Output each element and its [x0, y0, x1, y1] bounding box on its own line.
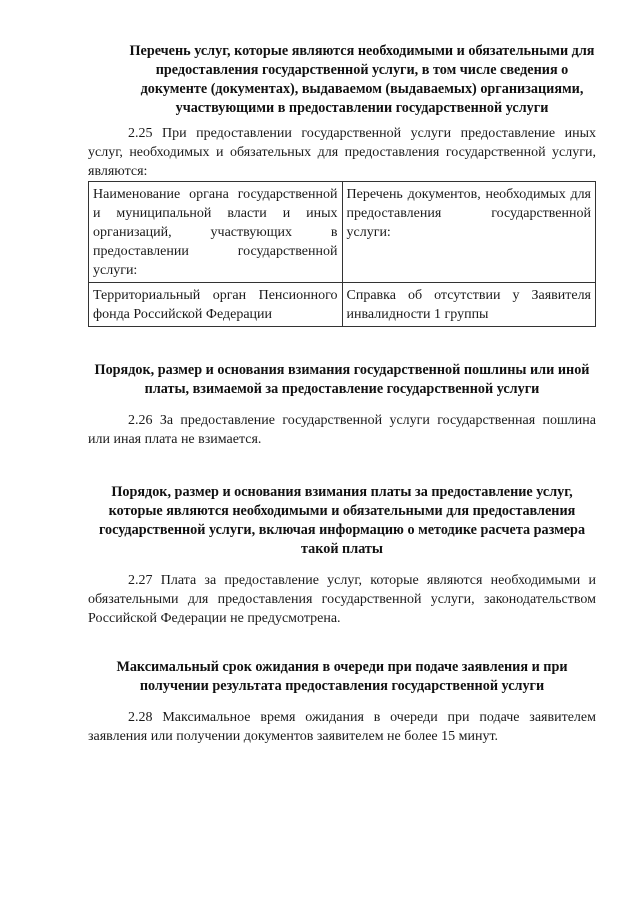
queue-heading: Максимальный срок ожидания в очереди при подаче заявления и при получении результата предоставления государственной услуги: [116, 659, 568, 694]
table-header-cell-organizations: Наименование органа государственной и муниципальной власти и иных организаций, участвующих в предоставлении государственной услуги:: [89, 182, 343, 283]
table-header-row: [89, 182, 596, 283]
paragraph-2-28: 2.28 Максимальное время ожидания в очереди при подаче заявителем заявления или получении документов заявителем не более 15 минут.: [88, 710, 596, 744]
payment-heading: Порядок, размер и основания взимания платы за предоставление услуг, которые являются необходимыми и обязательными для предоставления государственной услуги, включая информацию о методике расчета размера такой платы: [98, 484, 586, 557]
paragraph-2-27: 2.27 Плата за предоставление услуг, которые являются необходимыми и обязательными для предоставления государственной услуги, законодательством Российской Федерации не предусмотрена.: [88, 573, 596, 626]
table-header-cell-documents: Перечень документов, необходимых для предоставления государственной услуги:: [342, 182, 596, 283]
paragraph-2-26: 2.26 За предоставление государственной услуги государственная пошлина или иная плата не взимается.: [88, 413, 596, 447]
services-table: [88, 181, 596, 327]
fee-heading: Порядок, размер и основания взимания государственной пошлины или иной платы, взимаемой за предоставление государственной услуги: [94, 362, 590, 397]
table-cell-document: Справка об отсутствии у Заявителя инвалидности 1 группы: [342, 283, 596, 327]
table-row: [89, 283, 596, 327]
table-cell-organization: Территориальный орган Пенсионного фонда Российской Федерации: [89, 283, 343, 327]
paragraph-2-25: 2.25 При предоставлении государственной услуги предоставление иных услуг, необходимых и обязательных для предоставления государственной услуги, являются:: [88, 126, 596, 179]
services-heading: Перечень услуг, которые являются необходимыми и обязательными для предоставления государственной услуги, в том числе сведения о документе (документах), выдаваемом (выдаваемых) организациями, участвующими в предоставлении государственной услуги: [129, 43, 595, 116]
